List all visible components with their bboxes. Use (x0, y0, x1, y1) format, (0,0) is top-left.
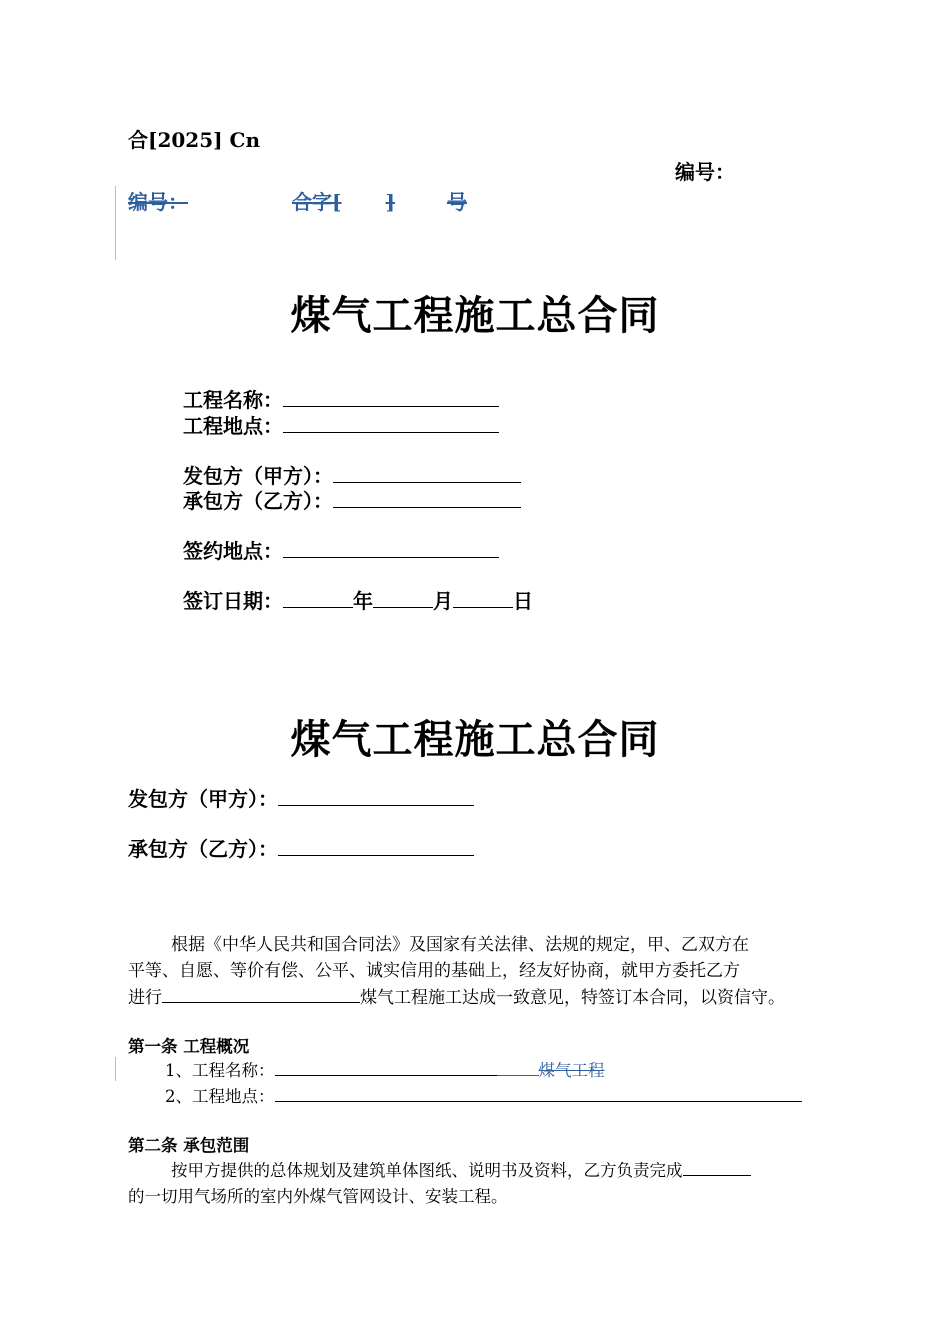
body-party-a-label: 发包方（甲方）： (128, 787, 278, 811)
intro-line-1: 根据《中华人民共和国合同法》及国家有关法律、法规的规定，甲、乙双方在 (171, 935, 749, 955)
number-label: 编号： (675, 160, 735, 184)
cover-party-b-field[interactable] (333, 489, 521, 508)
cover-year-label: 年 (353, 589, 373, 613)
cover-project-name-row (183, 384, 499, 413)
body-party-b-row (128, 833, 474, 862)
tracked-number-label: 编号： (128, 190, 188, 214)
body-party-a-field[interactable] (278, 787, 474, 806)
document-code: 合[2025] Cn (128, 128, 261, 152)
tracked-number-suffix: 号 (446, 190, 467, 214)
cover-project-name-field[interactable] (283, 388, 499, 407)
cover-year-field[interactable] (283, 589, 353, 608)
tracked-number-bracket: ] (385, 190, 395, 214)
cover-sign-place-row (183, 535, 499, 564)
article-1-item-2-label: 2、工程地点： (165, 1087, 275, 1106)
intro-project-field[interactable] (162, 984, 360, 1003)
cover-project-location-label: 工程地点： (183, 414, 283, 438)
cover-month-label: 月 (433, 589, 453, 613)
intro-line-3-suffix: 煤气工程施工达成一致意见，特签订本合同，以资信守。 (360, 988, 785, 1008)
article-1-item-2 (165, 1083, 802, 1107)
article-1-heading: 第一条 工程概况 (128, 1037, 250, 1056)
article-1-item-1 (165, 1057, 605, 1081)
cover-sign-date-row (183, 585, 533, 614)
body-title: 煤气工程施工总合同 (290, 717, 660, 763)
intro-line-3 (128, 984, 785, 1011)
cover-day-label: 日 (513, 589, 533, 613)
intro-line-3-prefix: 进行 (128, 988, 162, 1008)
body-party-a-row (128, 783, 474, 812)
article-1-item-1-tracked: 煤气工程 (538, 1061, 605, 1080)
body-party-b-label: 承包方（乙方）： (128, 837, 278, 861)
cover-sign-place-label: 签约地点： (183, 539, 283, 563)
change-bar (115, 186, 116, 260)
article-1-item-1-label: 1、工程名称： (165, 1061, 275, 1080)
article-2-line-1 (171, 1157, 751, 1181)
article-2-scope-field[interactable] (683, 1157, 751, 1176)
cover-month-field[interactable] (373, 589, 433, 608)
cover-day-field[interactable] (453, 589, 513, 608)
cover-sign-place-field[interactable] (283, 539, 499, 558)
cover-title: 煤气工程施工总合同 (290, 293, 660, 339)
cover-party-a-field[interactable] (333, 464, 521, 483)
body-party-b-field[interactable] (278, 837, 474, 856)
cover-project-name-label: 工程名称： (183, 388, 283, 412)
article-1-project-location-field[interactable] (275, 1083, 802, 1102)
cover-party-b-row (183, 485, 521, 514)
article-2-line-2: 的一切用气场所的室内外煤气管网设计、安装工程。 (128, 1187, 508, 1206)
cover-project-location-field[interactable] (283, 414, 499, 433)
cover-party-a-label: 发包方（甲方）： (183, 464, 333, 488)
intro-line-2: 平等、自愿、等价有偿、公平、诚实信用的基础上，经友好协商，就甲方委托乙方 (128, 961, 740, 981)
cover-party-b-label: 承包方（乙方）： (183, 489, 333, 513)
tracked-number-line (128, 186, 467, 215)
cover-project-location-row (183, 410, 499, 439)
tracked-number-mid: 合字[ (292, 190, 342, 214)
article-2-heading: 第二条 承包范围 (128, 1136, 250, 1155)
change-bar-2 (115, 1057, 116, 1081)
tracked-blank (497, 1057, 539, 1076)
article-1-project-name-field[interactable] (275, 1057, 497, 1076)
article-2-line-1-text: 按甲方提供的总体规划及建筑单体图纸、说明书及资料，乙方负责完成 (171, 1161, 683, 1180)
cover-sign-date-label: 签订日期： (183, 589, 283, 613)
